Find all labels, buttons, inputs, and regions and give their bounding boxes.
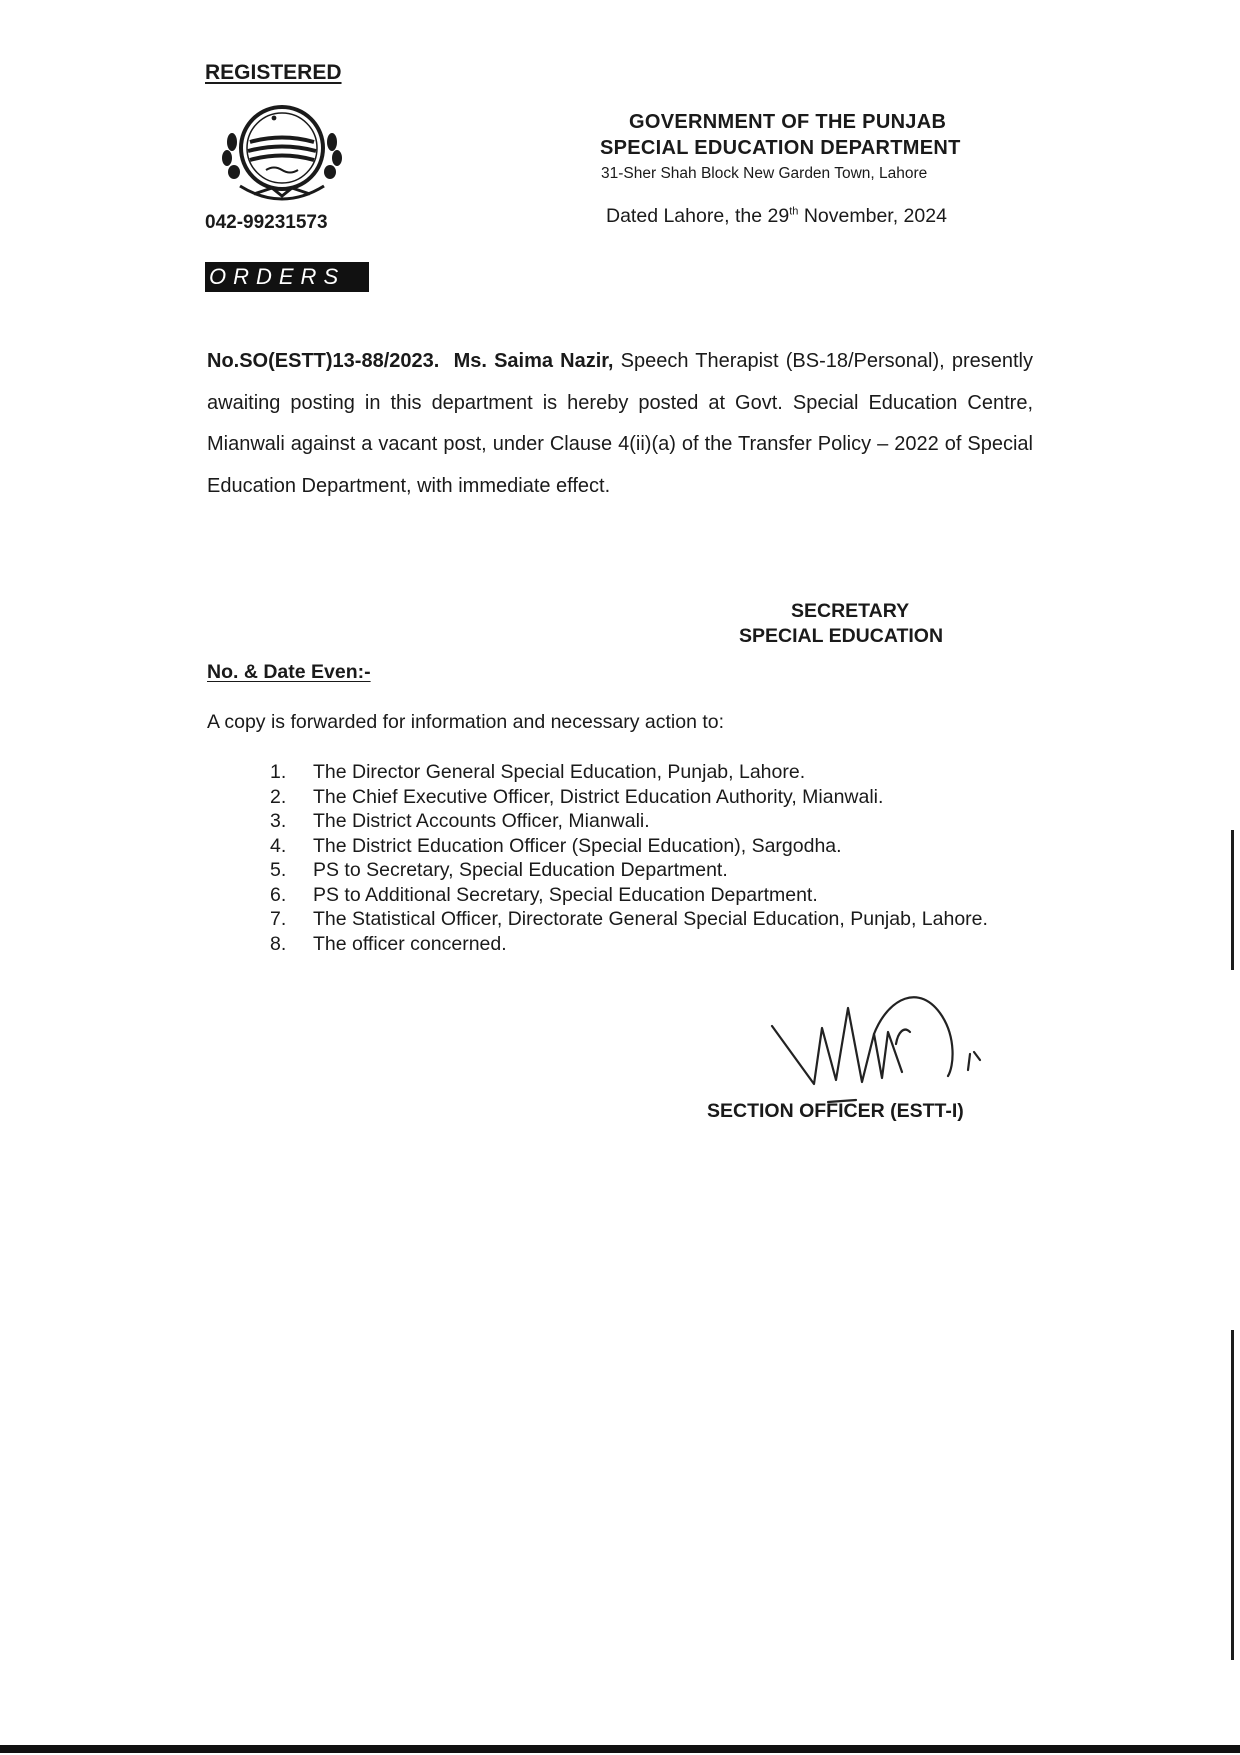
list-item: 7. The Statistical Officer, Directorate General Special Education, Punjab, Lahore. [270, 908, 988, 930]
department-address: 31-Sher Shah Block New Garden Town, Lahore [601, 165, 928, 182]
signatory-title: SECTION OFFICER (ESTT-I) [707, 1100, 964, 1122]
list-item: 3. The District Accounts Officer, Mianwali. [270, 810, 650, 832]
officer-name: Ms. Saima Nazir, [453, 350, 614, 372]
order-paragraph [207, 341, 1033, 507]
list-item: 8. The officer concerned. [270, 932, 507, 955]
registered-label: REGISTERED [205, 61, 342, 84]
government-title: GOVERNMENT OF THE PUNJAB [629, 111, 947, 133]
issuer-title: SECRETARY [791, 600, 910, 622]
scan-edge-mark [1231, 1330, 1234, 1660]
signature-icon [770, 988, 1000, 1108]
phone-number: 042-99231573 [205, 212, 328, 233]
recipient-list [270, 760, 1030, 956]
orders-badge: ORDERS [205, 262, 369, 292]
scan-bottom-edge [0, 1745, 1240, 1753]
distribution-heading: No. & Date Even:- [207, 661, 371, 683]
list-item: 6. PS to Additional Secretary, Special Education Department. [270, 883, 818, 906]
list-item: 2. The Chief Executive Officer, District Education Authority, Mianwali. [270, 785, 884, 808]
department-title: SPECIAL EDUCATION DEPARTMENT [600, 137, 961, 159]
list-item: 5. PS to Secretary, Special Education Department. [270, 859, 728, 881]
list-item: 4. The District Education Officer (Special Education), Sargodha. [270, 834, 842, 857]
order-text: Speech Therapist (BS-18/Personal), presently awaiting posting in this department is hereby posted at Govt. Special Education Centre, Mianwali against a vacant post, under Clause 4(ii)(a) of the Transfer Policy – 2022 of Special Education Department, with immediate effect. [207, 350, 1033, 497]
distribution-intro: A copy is forwarded for information and necessary action to: [207, 711, 725, 733]
scan-edge-mark [1231, 830, 1234, 970]
punjab-emblem-icon [214, 98, 350, 212]
issuer-department: SPECIAL EDUCATION [739, 625, 944, 647]
document-date: Dated Lahore, the 29th November, 2024 [606, 205, 947, 227]
order-number: No.SO(ESTT)13-88/2023. [207, 350, 440, 372]
list-item: 1. The Director General Special Education, Punjab, Lahore. [270, 761, 806, 783]
